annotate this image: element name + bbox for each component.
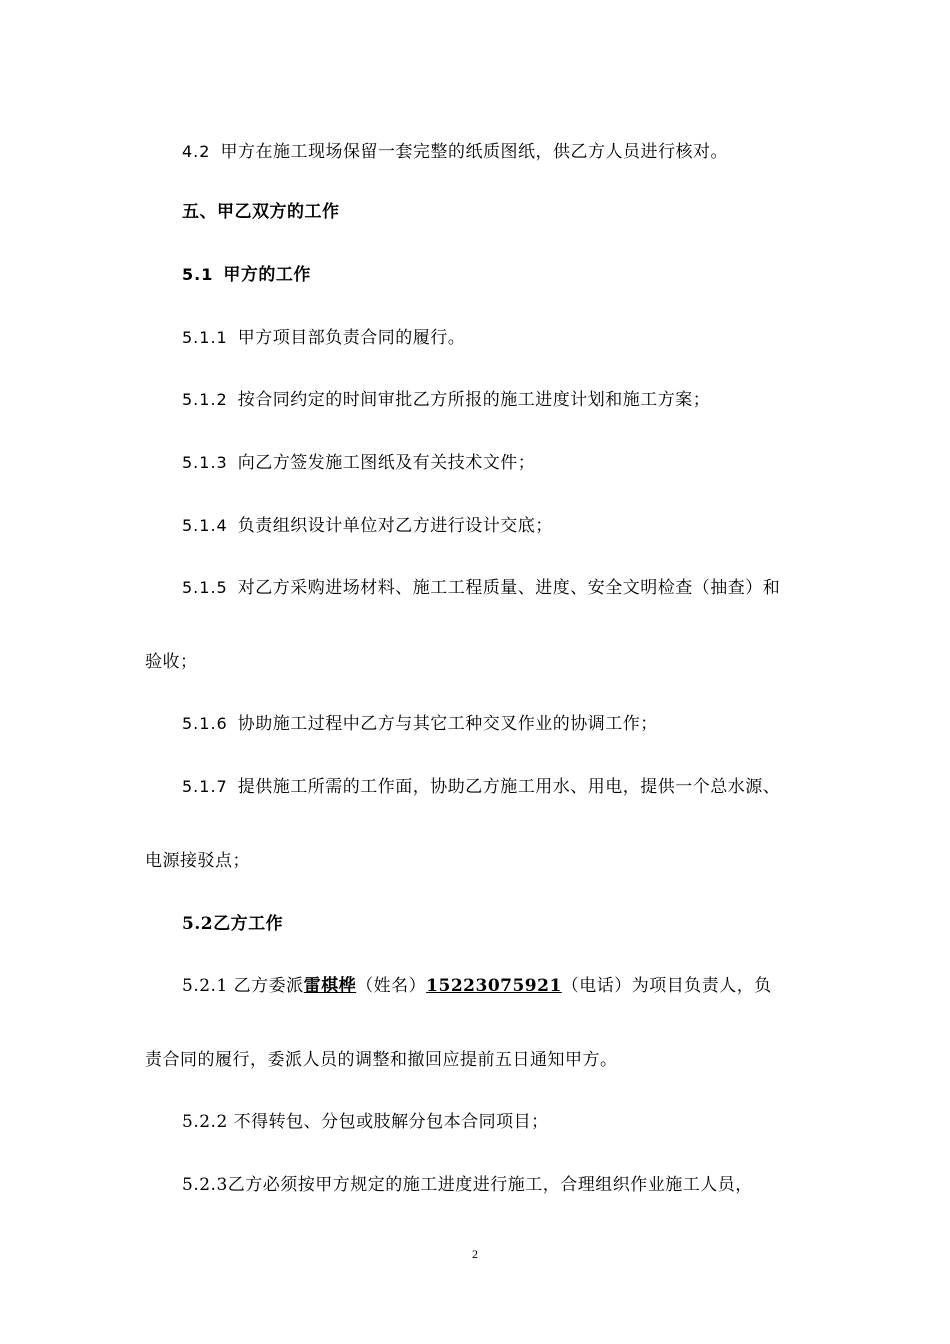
clause-5-1-5-continued	[145, 650, 198, 674]
clause-text: 对乙方采购进场材料、施工工程质量、进度、安全文明检查（抽查）和	[237, 578, 781, 598]
clause-number: 5.1.3	[182, 453, 228, 472]
clause-text: 负责组织设计单位对乙方进行设计交底；	[237, 516, 553, 536]
clause-text: 提供施工所需的工作面，协助乙方施工用水、用电，提供一个总水源、	[237, 777, 781, 797]
clause-text: 向乙方签发施工图纸及有关技术文件；	[237, 453, 536, 473]
project-manager-name: 雷棋桦	[303, 976, 357, 996]
section-heading-5	[182, 200, 340, 224]
clause-number: 5.2.3	[182, 1175, 228, 1195]
clause-5-1-2	[182, 388, 710, 412]
clause-number: 5.1	[182, 265, 214, 284]
clause-number: 5.1.1	[182, 328, 228, 347]
clause-text: 为项目负责人，负	[631, 976, 772, 996]
clause-number: 5.1.5	[182, 578, 228, 597]
clause-text: 乙方委派	[233, 976, 304, 996]
heading-text: 乙方工作	[213, 914, 284, 934]
clause-5-1-1	[182, 326, 465, 350]
clause-text: 协助施工过程中乙方与其它工种交叉作业的协调工作；	[237, 714, 658, 734]
phone-number: 15223075921	[426, 976, 562, 996]
heading-text: 五、甲乙双方的工作	[182, 202, 340, 222]
clause-number: 5.1.4	[182, 516, 228, 535]
subsection-heading-5-2	[182, 912, 283, 936]
clause-5-1-4	[182, 514, 553, 538]
clause-4-2	[182, 140, 728, 164]
heading-text: 甲方的工作	[223, 265, 311, 285]
clause-5-1-7	[182, 775, 780, 799]
clause-5-1-7-continued	[145, 849, 250, 873]
clause-number: 5.2.2	[182, 1112, 228, 1132]
clause-5-1-5	[182, 576, 780, 600]
clause-5-2-3	[182, 1173, 753, 1197]
clause-text: 责合同的履行，委派人员的调整和撤回应提前五日通知甲方。	[145, 1050, 618, 1070]
clause-5-2-1	[182, 974, 772, 998]
clause-text: 甲方在施工现场保留一套完整的纸质图纸，供乙方人员进行核对。	[220, 142, 728, 162]
clause-5-1-3	[182, 451, 535, 475]
clause-5-1-6	[182, 712, 658, 736]
clause-text: 验收；	[145, 652, 198, 672]
phone-label: （电话）	[561, 976, 632, 996]
clause-number: 5.1.6	[182, 714, 228, 733]
name-label: （姓名）	[356, 976, 427, 996]
clause-text: 电源接驳点；	[145, 851, 250, 871]
clause-number: 5.2	[182, 914, 214, 934]
subsection-heading-5-1	[182, 263, 311, 287]
clause-text: 按合同约定的时间审批乙方所报的施工进度计划和施工方案；	[237, 390, 711, 410]
clause-number: 5.1.7	[182, 777, 228, 796]
clause-text: 不得转包、分包或肢解分包本合同项目；	[233, 1112, 549, 1132]
page-number: 2	[472, 1247, 478, 1261]
clause-5-2-2	[182, 1110, 549, 1134]
clause-number: 5.2.1	[182, 976, 228, 996]
clause-5-2-1-continued	[145, 1048, 618, 1072]
clause-text: 甲方项目部负责合同的履行。	[237, 328, 466, 348]
clause-number: 5.1.2	[182, 390, 228, 409]
clause-text: 乙方必须按甲方规定的施工进度进行施工，合理组织作业施工人员，	[227, 1175, 753, 1195]
clause-number: 4.2	[182, 142, 211, 161]
